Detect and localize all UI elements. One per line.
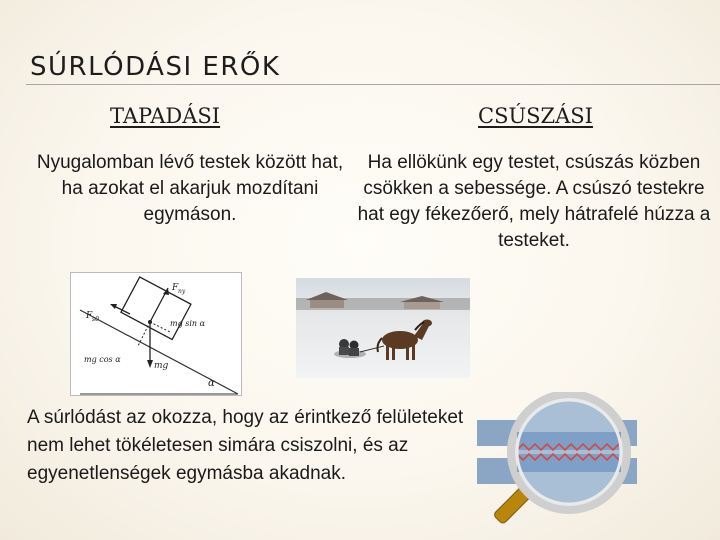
- label-normal-force: F: [172, 283, 179, 293]
- slide-title: SÚRLÓDÁSI ERŐK: [30, 52, 281, 82]
- label-perpendicular-component: mg cos α: [84, 355, 121, 364]
- label-parallel-component: mg sin α: [170, 319, 206, 328]
- title-divider: [26, 84, 720, 85]
- label-normal-force-sub: ny: [178, 288, 186, 295]
- label-friction-force: F: [86, 311, 93, 321]
- magnifier-surfaces-image: [477, 392, 637, 536]
- sliding-friction-text: Ha ellökünk egy testet, csúszás közben csökken a sebessége. A csúszó testekre hat egy fékezőerő, mely hátrafelé húzza a testeket.: [357, 152, 711, 251]
- inclined-plane-diagram: [70, 272, 242, 396]
- label-friction-force-sub: s0: [92, 316, 99, 323]
- static-friction-text: Nyugalomban lévő testek között hat, ha azokat el akarjuk mozdítani egymáson.: [36, 152, 344, 225]
- label-angle: α: [208, 378, 215, 389]
- horse-sled-photo: [296, 278, 470, 378]
- heading-static-friction: TAPADÁSI: [110, 104, 221, 128]
- heading-sliding-friction: CSÚSZÁSI: [478, 104, 593, 128]
- label-weight: mg: [154, 361, 169, 371]
- friction-cause-text: A súrlódást az okozza, hogy az érintkező felületeket nem lehet tökéletesen simára csiszolni, és az egyenetlenségek egymásba akadnak.: [27, 407, 464, 484]
